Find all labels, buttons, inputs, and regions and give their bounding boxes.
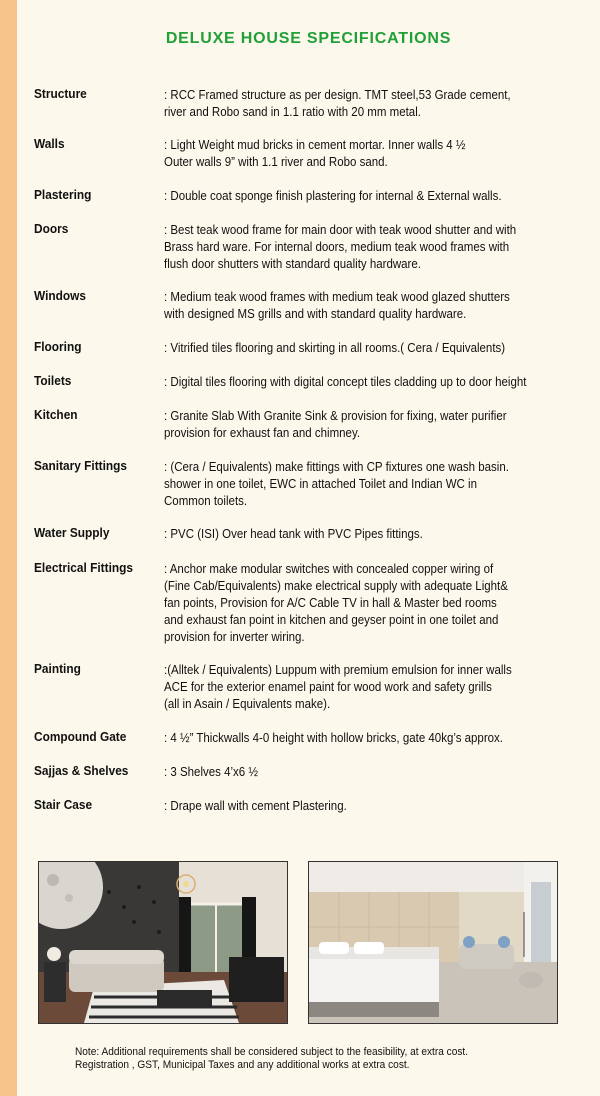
spec-label: Kitchen xyxy=(34,408,78,422)
footnote-line-2: Registration , GST, Municipal Taxes and any additional works at extra cost. xyxy=(75,1059,410,1071)
spec-label: Toilets xyxy=(34,374,72,388)
spec-label: Water Supply xyxy=(34,526,110,540)
spec-label: Structure xyxy=(34,87,87,101)
side-accent-bar xyxy=(0,0,17,1096)
spec-text: : 4 ½” Thickwalls 4-0 height with hollow bricks, gate 40kg’s approx. xyxy=(164,731,504,745)
spec-text: : Drape wall with cement Plastering. xyxy=(164,799,347,813)
living-room-photo xyxy=(38,861,288,1024)
footnote xyxy=(75,1046,535,1072)
spec-text: : Digital tiles flooring with digital concept tiles cladding up to door height xyxy=(164,375,527,389)
spec-text: : RCC Framed structure as per design. TMT steel,53 Grade cement, river and Robo sand in 1.1 ratio with 20 mm metal. xyxy=(164,88,511,119)
spec-label: Windows xyxy=(34,289,87,303)
spec-text: : Light Weight mud bricks in cement mortar. Inner walls 4 ½ Outer walls 9” with 1.1 river and Robo sand. xyxy=(164,138,466,169)
spec-text: : Anchor make modular switches with concealed copper wiring of (Fine Cab/Equivalents) make electrical supply with adequate Light& fan points, Provision for A/C Cable TV in hall & Master bed rooms and exhaust fan point in kitchen and geyser point in one toilet and provision for inverter wiring. xyxy=(164,562,508,644)
spec-text: : Granite Slab With Granite Sink & provision for fixing, water purifier provision for exhaust fan and chimney. xyxy=(164,409,507,440)
spec-text: : (Cera / Equivalents) make fittings with CP fixtures one wash basin. shower in one toilet, EWC in attached Toilet and Indian WC in Common toilets. xyxy=(164,460,509,508)
spec-label: Sanitary Fittings xyxy=(34,459,128,473)
spec-text: :(Alltek / Equivalents) Luppum with premium emulsion for inner walls ACE for the exterior enamel paint for wood work and safety grills (all in Asain / Equivalents make). xyxy=(164,663,512,711)
spec-text: : Best teak wood frame for main door with teak wood shutter and with Brass hard ware. For internal doors, medium teak wood frames with flush door shutters with standard quality hardware. xyxy=(164,223,517,271)
spec-text: : Double coat sponge finish plastering for internal & External walls. xyxy=(164,189,502,203)
spec-label: Walls xyxy=(34,137,65,151)
spec-label: Flooring xyxy=(34,340,82,354)
spec-label: Doors xyxy=(34,222,69,236)
spec-label: Painting xyxy=(34,662,81,676)
spec-label: Electrical Fittings xyxy=(34,561,133,575)
spec-text: : PVC (ISI) Over head tank with PVC Pipes fittings. xyxy=(164,527,423,541)
spec-text: : Vitrified tiles flooring and skirting in all rooms.( Cera / Equivalents) xyxy=(164,341,506,355)
spec-label: Compound Gate xyxy=(34,730,127,744)
footnote-line-1: Note: Additional requirements shall be considered subject to the feasibility, at extra cost. xyxy=(75,1046,469,1058)
spec-label: Stair Case xyxy=(34,798,93,812)
spec-text: : Medium teak wood frames with medium teak wood glazed shutters with designed MS grills and with standard quality hardware. xyxy=(164,290,510,321)
spec-text: : 3 Shelves 4’x6 ½ xyxy=(164,765,258,779)
spec-label: Plastering xyxy=(34,188,92,202)
bedroom-photo xyxy=(308,861,558,1024)
spec-label: Sajjas & Shelves xyxy=(34,764,129,778)
page-title: DELUXE HOUSE SPECIFICATIONS xyxy=(165,30,452,47)
